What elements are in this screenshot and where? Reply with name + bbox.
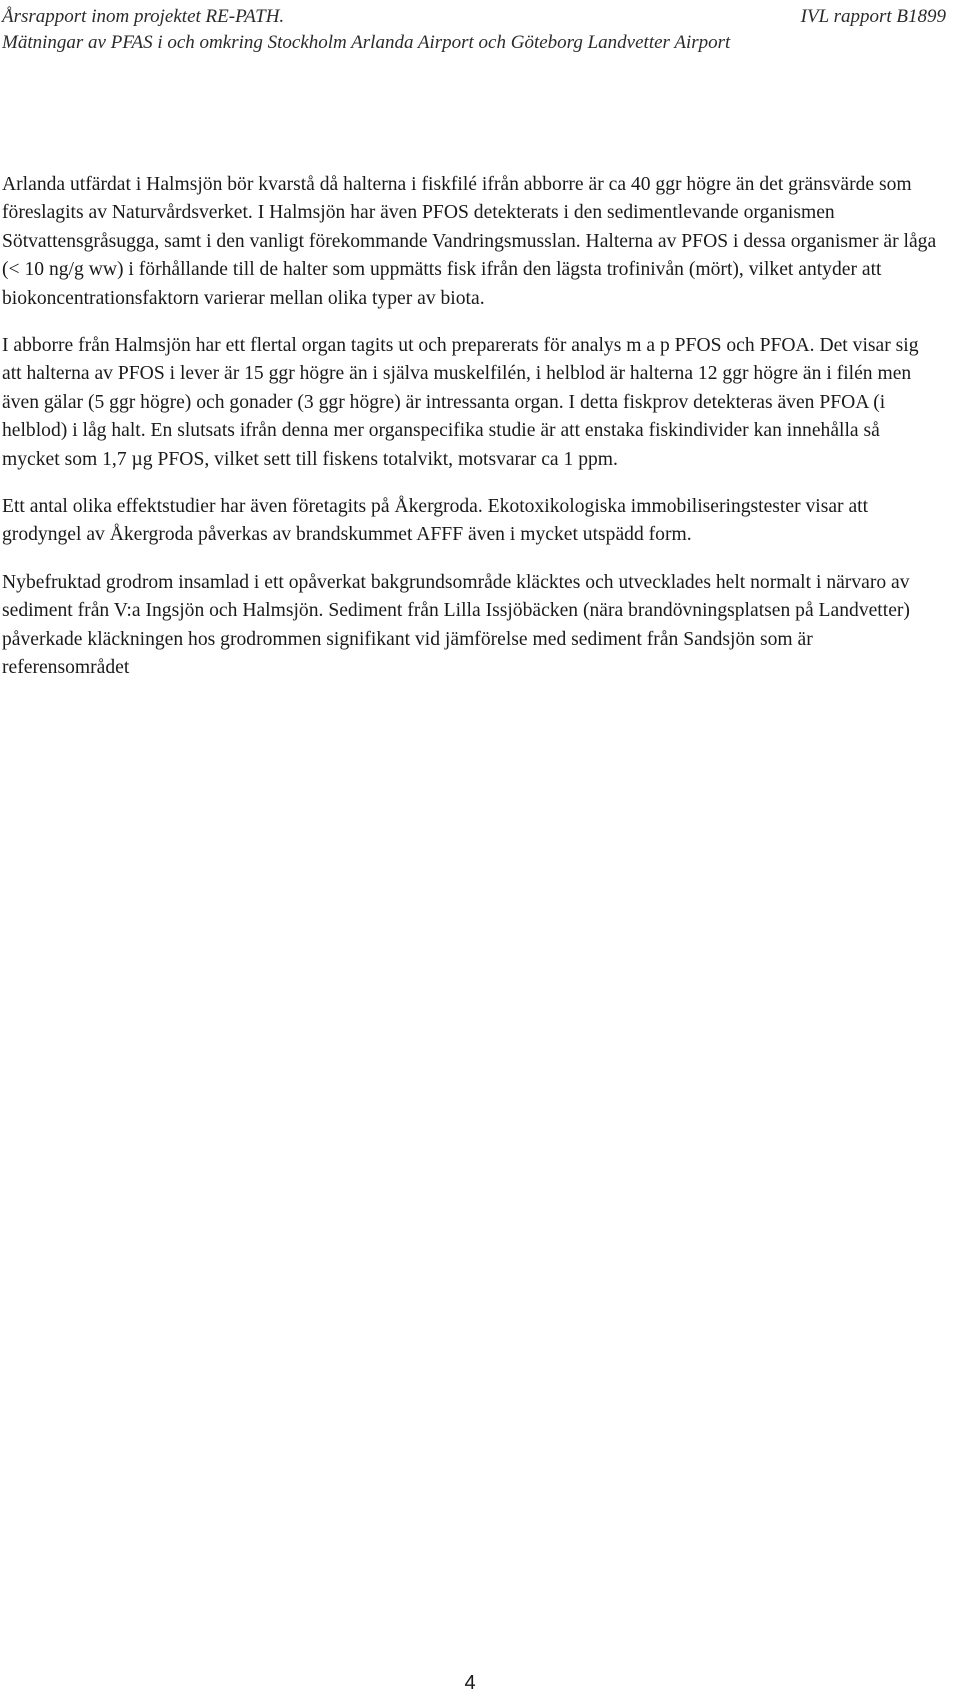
document-body <box>2 171 942 702</box>
page-number: 4 <box>464 1672 476 1694</box>
report-title: Årsrapport inom projektet RE-PATH. <box>2 6 285 27</box>
paragraph: Arlanda utfärdat i Halmsjön bör kvarstå då halterna i fiskfilé ifrån abborre är ca 40 ggr högre än det gränsvärde som föreslagits av Naturvårdsverket. I Halmsjön har även PFOS detekterats i den sedimentlevande organismen Sötvattensgråsugga, samt i den vanligt förekommande Vandringsmusslan. Halterna av PFOS i dessa organismer är låga (< 10 ng/g ww) i förhållande till de halter som uppmätts fisk ifrån den lägsta trofinivån (mört), vilket antyder att biokoncentrationsfaktorn varierar mellan olika typer av biota. <box>2 174 937 309</box>
report-subtitle: Mätningar av PFAS i och omkring Stockholm Arlanda Airport och Göteborg Landvetter Airport <box>2 32 731 53</box>
paragraph: Nybefruktad grodrom insamlad i ett opåverkat bakgrundsområde kläcktes och utvecklades helt normalt i närvaro av sediment från V:a Ingsjön och Halmsjön. Sediment från Lilla Issjöbäcken (nära brandövningsplatsen på Landvetter) påverkade kläckningen hos grodrommen signifikant vid jämförelse med sediment från Sandsjön som är referensområdet <box>2 571 910 679</box>
paragraph: Ett antal olika effektstudier har även företagits på Åkergroda. Ekotoxikologiska immobiliseringstester visar att grodyngel av Åkergroda påverkas av brandskummet AFFF även i mycket utspädd form. <box>2 496 869 546</box>
paragraph: I abborre från Halmsjön har ett flertal organ tagits ut och preparerats för analys m a p PFOS och PFOA. Det visar sig att halterna av PFOS i lever är 15 ggr högre än i själva muskelfilén, i helblod är halterna 12 ggr högre än i filén men även gälar (5 ggr högre) och gonader (3 ggr högre) är intressanta organ. I detta fiskprov detekteras även PFOA (i helblod) i låg halt. En slutsats ifrån denna mer organspecifika studie är att enstaka fiskindivider kan innehålla så mycket som 1,7 µg PFOS, vilket sett till fiskens totalvikt, motsvarar ca 1 ppm. <box>2 335 919 470</box>
report-number: IVL rapport B1899 <box>800 6 946 27</box>
